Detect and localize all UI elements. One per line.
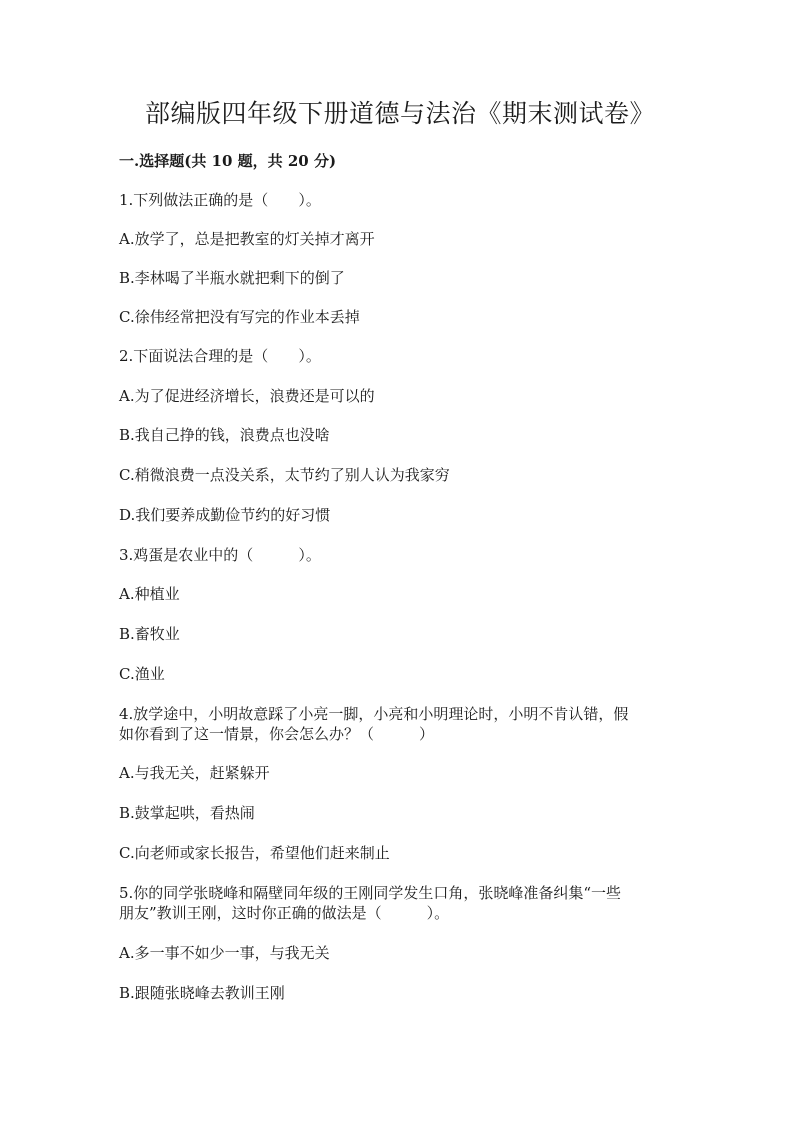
question-2-option-b: B.我自己挣的钱，浪费点也没啥 [119,426,330,444]
question-4-option-c: C.向老师或家长报告，希望他们赶来制止 [119,844,390,862]
question-4-stem-line-1: 4.放学途中，小明故意踩了小亮一脚，小亮和小明理论时，小明不肯认错，假 [119,705,629,723]
question-5-stem-line-2: 朋友”教训王刚，这时你正确的做法是（ ）。 [119,904,450,922]
question-5-stem-line-1: 5.你的同学张晓峰和隔壁同年级的王刚同学发生口角，张晓峰准备纠集“一些 [119,884,621,902]
question-3-option-b: B.畜牧业 [119,625,180,643]
question-3-option-c: C.渔业 [119,665,165,683]
question-4-stem-line-2: 如你看到了这一情景，你会怎么办？（ ） [119,725,435,743]
question-5-option-b: B.跟随张晓峰去教训王刚 [119,984,285,1002]
question-3-stem: 3.鸡蛋是农业中的（ ）。 [119,546,321,564]
question-2-option-a: A.为了促进经济增长，浪费还是可以的 [119,387,375,405]
question-2-stem: 2.下面说法合理的是（ ）。 [119,347,321,365]
question-1-stem: 1.下列做法正确的是（ ）。 [119,191,321,209]
question-1-option-b: B.李林喝了半瓶水就把剩下的倒了 [119,269,345,287]
question-5-option-a: A.多一事不如少一事，与我无关 [119,944,330,962]
question-2-option-c: C.稍微浪费一点没关系，太节约了别人认为我家穷 [119,466,450,484]
question-2-option-d: D.我们要养成勤俭节约的好习惯 [119,506,331,524]
question-4-option-b: B.鼓掌起哄，看热闹 [119,804,255,822]
question-4-option-a: A.与我无关，赶紧躲开 [119,764,270,782]
section-heading: 一.选择题(共 10 题，共 20 分) [119,152,337,170]
question-1-option-a: A.放学了，总是把教室的灯关掉才离开 [119,230,375,248]
question-3-option-a: A.种植业 [119,585,180,603]
question-1-option-c: C.徐伟经常把没有写完的作业本丢掉 [119,308,360,326]
exam-title: 部编版四年级下册道德与法治《期末测试卷》 [144,99,655,128]
